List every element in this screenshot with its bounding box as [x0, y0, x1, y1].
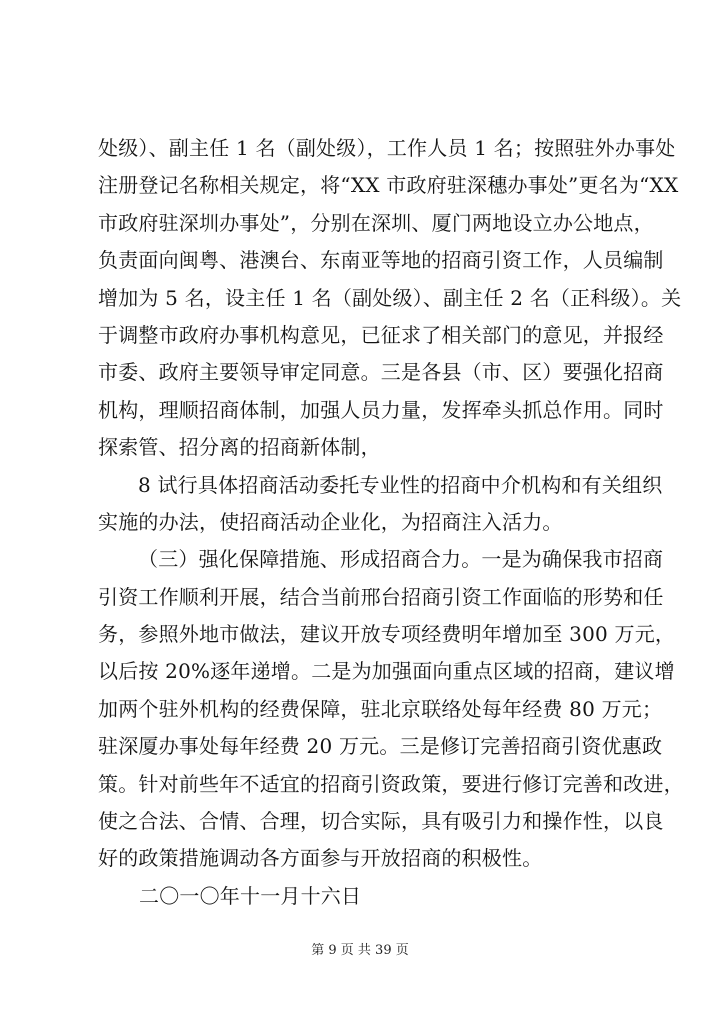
text-line: 策。针对前些年不适宜的招商引资政策，要进行修订完善和改进，: [98, 771, 684, 796]
text-line: 市委、政府主要领导审定同意。三是各县（市、区）要强化招商: [98, 360, 664, 385]
text-line: 注册登记名称相关规定，将“XX 市政府驻深穗办事处”更名为“XX: [98, 173, 679, 198]
text-line: 以后按 20%逐年递增。二是为加强面向重点区域的招商，建议增: [98, 659, 675, 684]
date-line: 二〇一〇年十一月十六日: [139, 883, 362, 908]
text-line: 驻深厦办事处每年经费 20 万元。三是修订完善招商引资优惠政: [98, 734, 663, 759]
text-line: 机构，理顺招商体制，加强人员力量，发挥牵头抓总作用。同时: [98, 397, 664, 422]
text-line: 增加为 5 名，设主任 1 名（副处级）、副主任 2 名（正科级）。关: [98, 285, 682, 310]
text-line: 8 试行具体招商活动委托专业性的招商中介机构和有关组织: [138, 472, 663, 497]
text-line: 处级）、副主任 1 名（副处级），工作人员 1 名；按照驻外办事处: [98, 136, 676, 160]
text-line: 务，参照外地市做法，建议开放专项经费明年增加至 300 万元，: [98, 622, 676, 647]
text-line: 于调整市政府办事机构意见，已征求了相关部门的意见，并报经: [98, 322, 664, 347]
text-line: 好的政策措施调动各方面参与开放招商的积极性。: [98, 846, 543, 871]
text-line: 加两个驻外机构的经费保障，驻北京联络处每年经费 80 万元；: [98, 696, 663, 721]
text-line: 引资工作顺利开展，结合当前邢台招商引资工作面临的形势和任: [98, 584, 664, 609]
text-line: 市政府驻深圳办事处”，分别在深圳、厦门两地设立办公地点，: [98, 210, 654, 235]
text-line: 负责面向闽粤、港澳台、东南亚等地的招商引资工作，人员编制: [98, 248, 664, 273]
document-body: [98, 130, 684, 915]
text-line: 探索管、招分离的招商新体制，: [98, 435, 381, 460]
text-line: 使之合法、合情、合理，切合实际，具有吸引力和操作性，以良: [98, 809, 664, 834]
text-line: 实施的办法，使招商活动企业化，为招商注入活力。: [98, 509, 563, 534]
text-line: （三）强化保障措施、形成招商合力。一是为确保我市招商: [138, 547, 664, 572]
page-footer: 第 9 页 共 39 页: [311, 943, 409, 958]
